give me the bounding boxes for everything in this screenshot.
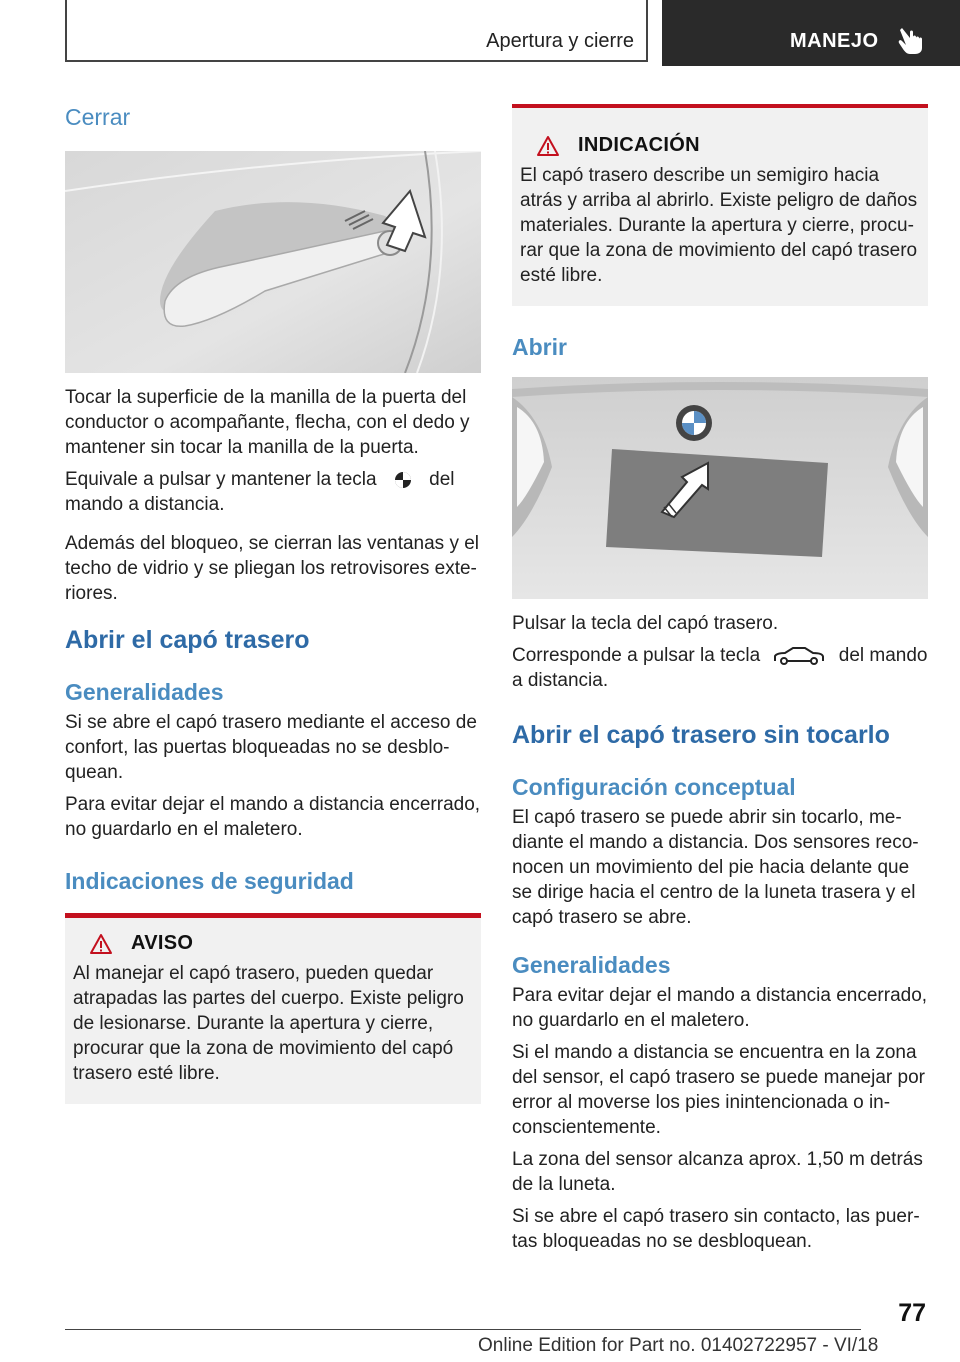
sin-tocarlo-heading: Abrir el capó trasero sin tocarlo: [512, 721, 890, 749]
edition-line: Online Edition for Part no. 01402722957 - VI/18: [478, 1335, 879, 1356]
chapter-tab: [662, 0, 960, 66]
trunk-illustration: [512, 377, 928, 599]
generalidades-2-paragraph-1: Para evitar dejar el mando a distancia encerrado, no guardarlo en el maletero.: [512, 985, 928, 1031]
chapter-title: MANEJO: [790, 30, 879, 52]
abrir-heading: Abrir: [512, 334, 567, 360]
abrir-paragraph-2: [512, 643, 928, 693]
seguridad-heading: Indicaciones de seguridad: [65, 868, 354, 894]
abrir-p2-after: del mando a distancia.: [512, 645, 928, 691]
generalidades-2-paragraph-3: La zona del sensor alcanza aprox. 1,50 m detrás de la luneta.: [512, 1149, 923, 1195]
cerrar-p2-after: del mando a distancia.: [65, 469, 455, 515]
generalidades-heading: Generalidades: [65, 679, 224, 705]
aviso-text: Al manejar el capó trasero, pueden quedar atrapadas las partes del cuerpo. Existe peligro de lesionarse. Durante la apertura y cierre, procurar que la zona de movimiento del capó trasero esté libre.: [73, 963, 464, 1084]
door-handle-illustration: [65, 151, 481, 373]
car-trunk-button-icon: [771, 645, 827, 667]
left-column: [65, 100, 481, 1104]
indicacion-text: El capó trasero describe un semigiro hacia atrás y arriba al abrirlo. Existe peligro de daños materiales. Durante la apertura y cierre, procurar que la zona de movimiento del capó trasero esté libre.: [520, 165, 918, 286]
config-heading: Configuración conceptual: [512, 774, 796, 800]
warning-triangle-icon: [536, 135, 560, 157]
aviso-notice: [65, 913, 481, 1104]
right-column: [512, 104, 928, 1254]
cerrar-p2-before: Equivale a pulsar y mantener la tecla: [65, 469, 377, 490]
config-paragraph-1: El capó trasero se puede abrir sin tocarlo, mediante el mando a distancia. Dos sensores reconocen un movimiento del pie hacia delante que se dirige hacia el centro de la luneta trasera y el capó trasero se abre.: [512, 807, 919, 928]
generalidades-2-paragraph-2: Si el mando a distancia se encuentra en la zona del sensor, el capó trasero se puede manejar por error al moverse los pies inintencionada o inconscientemente.: [512, 1042, 925, 1138]
footer-divider: [65, 1329, 861, 1330]
page-number: 77: [898, 1299, 926, 1327]
generalidades-paragraph-2: Para evitar dejar el mando a distancia encerrado, no guardarlo en el maletero.: [65, 794, 481, 840]
indicacion-title: INDICACIÓN: [578, 134, 700, 156]
generalidades-paragraph-1: Si se abre el capó trasero mediante el acceso de confort, las puertas bloqueadas no se desbloquean.: [65, 712, 477, 783]
cerrar-paragraph-3: Además del bloqueo, se cierran las ventanas y el techo de vidrio y se pliegan los retrovisores exteriores.: [65, 533, 480, 604]
cerrar-paragraph-1: Tocar la superficie de la manilla de la puerta del conductor o acompañante, flecha, con el dedo y mantener sin tocar la manilla de la puerta.: [65, 387, 470, 458]
abrir-capo-heading: Abrir el capó trasero: [65, 626, 310, 654]
warning-triangle-icon: [89, 933, 113, 955]
hand-pointer-icon: [896, 24, 926, 56]
cerrar-heading: Cerrar: [65, 104, 131, 130]
generalidades-2-paragraph-4: Si se abre el capó trasero sin contacto, las puertas bloqueadas no se desbloquean.: [512, 1206, 920, 1252]
aviso-title: AVISO: [131, 932, 194, 954]
generalidades-2-heading: Generalidades: [512, 952, 671, 978]
cerrar-paragraph-2: [65, 467, 481, 517]
lock-button-icon: [388, 469, 418, 491]
header-section-box: [65, 0, 648, 62]
indicacion-notice: [512, 104, 928, 306]
abrir-p2-before: Corresponde a pulsar la tecla: [512, 645, 761, 666]
section-title: Apertura y cierre: [486, 30, 634, 52]
abrir-paragraph-1: Pulsar la tecla del capó trasero.: [512, 613, 779, 634]
